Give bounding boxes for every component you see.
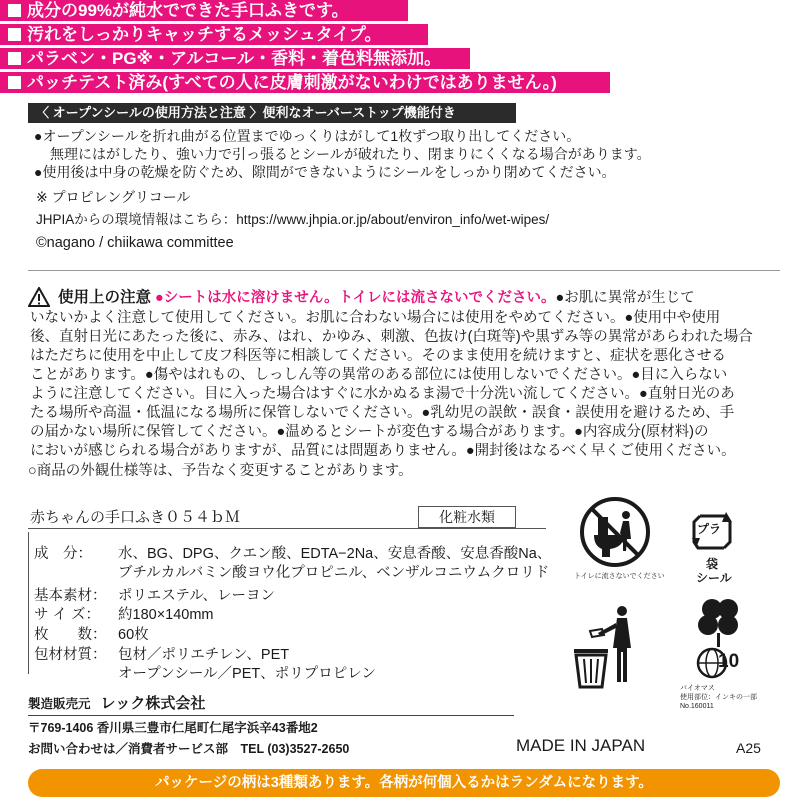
pla-seal-label: シール	[696, 571, 732, 585]
caution-text: はただちに使用を中止して皮フ科医等に相談してください。そのまま使用を続けますと、症状を悪化させる	[30, 348, 726, 364]
spec-label: 枚 数：	[34, 627, 107, 643]
maker-name: レック株式会社	[100, 695, 206, 712]
footer-banner: パッケージの柄は3種類あります。各柄が何個入るかはランダムになります。	[28, 769, 780, 797]
warning-icon	[28, 287, 50, 307]
no-toilet-icon	[578, 495, 652, 569]
feature-bar	[0, 24, 428, 45]
litter-bin-icon	[570, 605, 644, 689]
spec-value: ブチルカルバミン酸ヨウ化プロピニル、ベンザルコニウムクロリド	[118, 565, 550, 581]
caution-title: 使用上の注意	[58, 289, 152, 306]
spec-size	[34, 606, 214, 624]
caution-text: においが感じられる場合がありますが、品質には問題ありません。●開封後はなるべく早くご使用ください。	[30, 443, 736, 459]
caution-first-line	[58, 288, 695, 308]
biomass-caption: No.160011	[680, 703, 714, 710]
spec-value: 60枚	[118, 627, 149, 643]
caution-text: ●お肌に異常が生じて	[555, 290, 695, 306]
spec-ingredients	[34, 545, 551, 563]
spec-value: ポリエステル、レーヨン	[118, 588, 276, 604]
pla-bag-label: 袋	[706, 557, 719, 571]
spec-value: 包材／ポリエチレン、PET	[118, 647, 290, 663]
spec-value: 水、BG、DPG、クエン酸、EDTA−2Na、安息香酸、安息香酸Na、	[118, 546, 552, 562]
spec-label: サ イ ズ：	[34, 607, 101, 623]
spec-value: 約180×140mm	[118, 607, 214, 623]
origin-label: MADE IN JAPAN	[516, 736, 646, 755]
bullet-square	[8, 28, 21, 41]
product-name: 赤ちゃんの手口ふき０５４ｂＭ	[30, 509, 241, 526]
bullet-square	[8, 76, 21, 89]
feature-bar	[0, 0, 408, 21]
pla-label: プラ	[697, 522, 722, 536]
feature-bar	[0, 48, 470, 69]
bullet-square	[8, 52, 21, 65]
bullet-square	[8, 4, 21, 17]
maker-contact: お問い合わせは／消費者サービス部 TEL (03)3527-2650	[28, 742, 350, 756]
biomass-number: 10	[718, 651, 740, 672]
maker-row	[28, 694, 512, 714]
category-tag: 化粧水類	[418, 506, 516, 528]
caution-text: たる場所や高温・低温になる場所に保管しないでください。●乳幼児の誤飲・誤食・誤使用を避けるため、手	[30, 405, 735, 421]
spec-label: 成 分：	[34, 546, 92, 562]
caution-text: ように注意してください。目に入った場合はすぐに水かぬるま湯で十分洗い流してください。●直射日光のあ	[30, 386, 735, 402]
feature-text: 成分の99%が純水でできた手口ふきです。	[27, 1, 349, 20]
spec-material	[34, 587, 275, 605]
spec-count	[34, 626, 149, 644]
caution-text: の届かない場所に保管してください。●温めるとシートが変色する場合があります。●内容成分(原材料)の	[30, 424, 709, 440]
biomass-caption: 使用部位：インキの一部	[680, 694, 757, 701]
caution-text: いないかよく注意して使用してください。お肌に合わない場合には使用をやめてください。●使用中や使用	[30, 310, 721, 326]
copyright: ©nagano / chiikawa committee	[36, 235, 234, 251]
divider	[28, 270, 780, 271]
maker-divider	[28, 715, 514, 716]
biomass-caption: バイオマス	[680, 685, 715, 692]
seal-instruction: ●オープンシールを折れ曲がる位置までゆっくりはがして1枚ずつ取り出してください。	[34, 128, 581, 144]
spec-packaging	[34, 646, 289, 664]
toilet-caption: トイレに流さないでください	[574, 573, 665, 580]
feature-text: パラベン・PG※・アルコール・香料・着色料無添加。	[27, 49, 442, 68]
footnote: ※ プロピレングリコール	[36, 189, 191, 205]
maker-address: 〒769-1406 香川県三豊市仁尾町仁尾字浜辛43番地2	[28, 721, 318, 735]
spec-label: 基本素材：	[34, 588, 107, 604]
feature-text: 汚れをしっかりキャッチするメッシュタイプ。	[27, 25, 382, 44]
caution-text: ことがあります。●傷やはれもの、しっしん等の異常のある部位には使用しないでください。●目に入らない	[30, 367, 728, 383]
spec-label: 包材材質：	[34, 647, 107, 663]
feature-bar	[0, 72, 610, 93]
product-code: A25	[736, 740, 761, 756]
jhpia-info: JHPIAからの環境情報はこちら：https://www.jhpia.or.jp/about/environ_info/wet-wipes/	[36, 212, 550, 227]
spec-value: オープンシール／PET、ポリプロピレン	[118, 666, 376, 682]
seal-instruction: ●使用後は中身の乾燥を防ぐため、隙間ができないようにシールをしっかり閉めてください。	[34, 164, 616, 180]
maker-label: 製造販売元	[28, 697, 91, 711]
caution-text: 後、直射日光にあたった後に、赤み、はれ、かゆみ、刺激、色抜け(白斑等)や黒ずみ等の異常があらわれた場合	[30, 329, 753, 345]
feature-text: パッチテスト済み(すべての人に皮膚刺激がないわけではありません。)	[27, 73, 557, 92]
seal-section-header: 〈 オープンシールの使用方法と注意 〉便利なオーバーストップ機能付き	[28, 103, 516, 123]
disclaimer: ○商品の外観仕様等は、予告なく変更することがあります。	[28, 463, 413, 479]
seal-instruction: 無理にはがしたり、強い力で引っ張るとシールが破れたり、閉まりにくくなる場合があります。	[50, 146, 651, 162]
caution-highlight: ●シートは水に溶けません。トイレには流さないでください。	[155, 290, 556, 306]
